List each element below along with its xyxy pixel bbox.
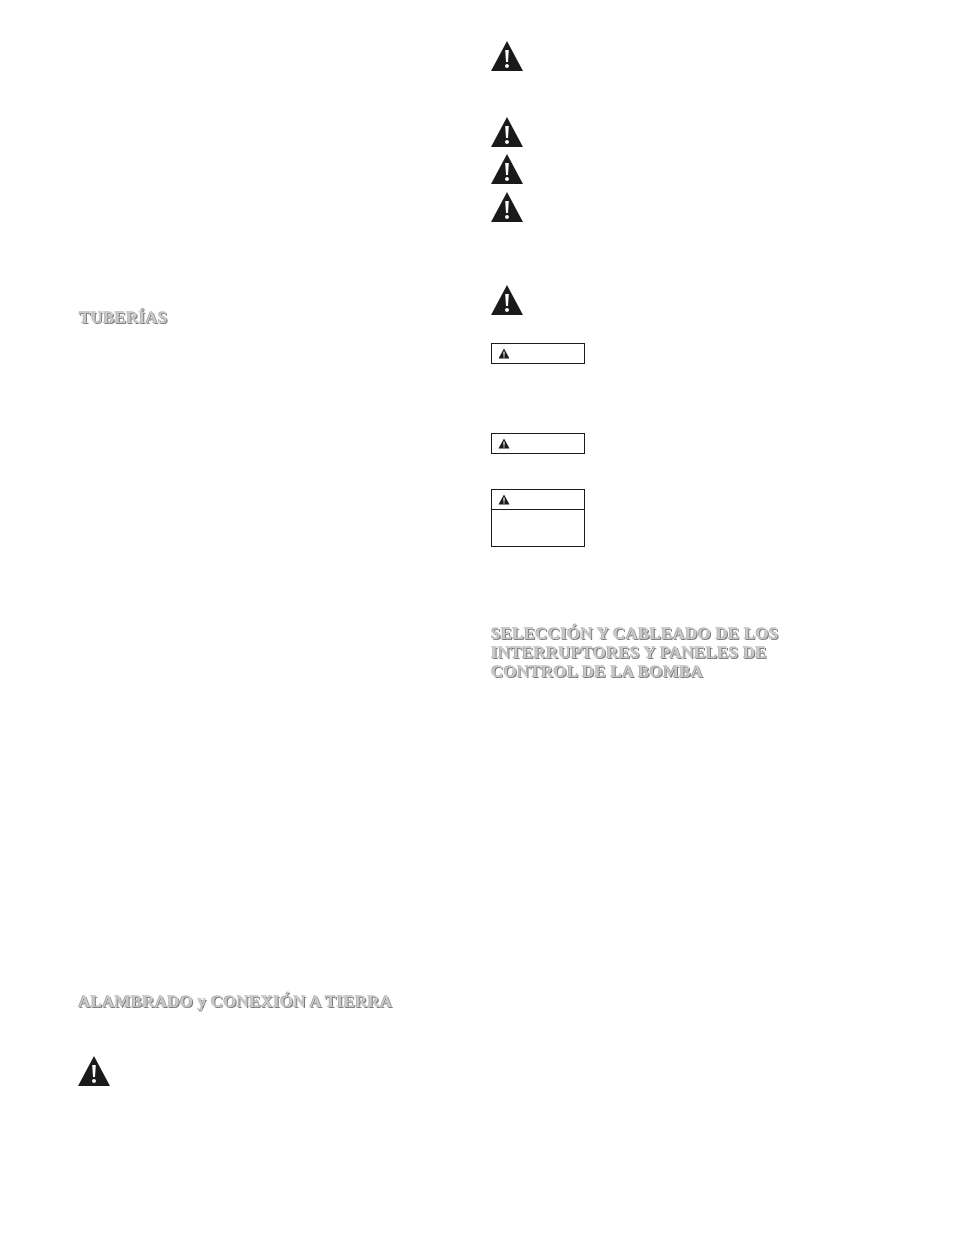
warning-triangle-small-icon: [498, 438, 510, 449]
warning-triangle-small-icon: [498, 494, 510, 505]
section-heading-alambrado: ALAMBRADO y CONEXIÓN A TIERRA: [78, 992, 393, 1011]
section-heading-seleccion: SELECCIÓN Y CABLEADO DE LOS INTERRUPTORES Y PANELES DE CONTROL DE LA BOMBA: [491, 624, 779, 681]
warning-triangle-icon: [490, 40, 524, 72]
hazard-signal-box: [491, 489, 585, 547]
warning-triangle-icon: [490, 153, 524, 185]
hazard-signal-header: [492, 490, 584, 509]
section-heading-tuberias: TUBERÍAS: [79, 308, 168, 327]
warning-triangle-icon: [490, 191, 524, 223]
warning-triangle-icon: [77, 1055, 111, 1087]
warning-triangle-small-icon: [498, 348, 510, 359]
hazard-signal-body: [492, 509, 584, 546]
warning-triangle-icon: [490, 116, 524, 148]
hazard-signal-header: [492, 434, 584, 453]
hazard-signal-box: [491, 343, 585, 364]
warning-triangle-icon: [490, 284, 524, 316]
hazard-signal-header: [492, 344, 584, 363]
hazard-signal-box: [491, 433, 585, 454]
